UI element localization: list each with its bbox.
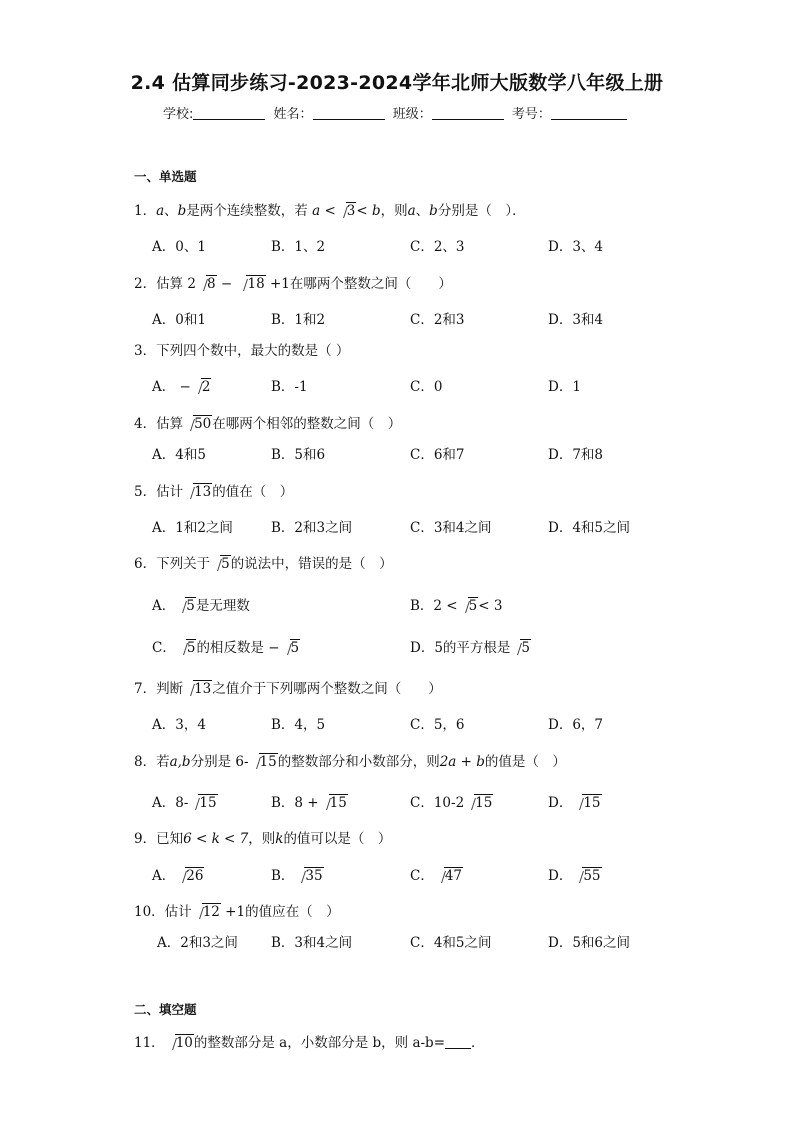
sqrt-symbol: 26: [176, 868, 204, 884]
sqrt-symbol: 5: [177, 640, 197, 656]
sqrt-symbol: 2: [192, 379, 212, 395]
q3-option-b[interactable]: B．-1: [271, 379, 308, 395]
q7-option-c[interactable]: C．5，6: [410, 717, 465, 733]
sqrt-symbol: 5: [281, 640, 301, 656]
sqrt-symbol: 3: [337, 203, 357, 219]
question-5: 5．估计 13的值在（ ）: [134, 484, 294, 500]
q1-option-d[interactable]: D．3、4: [548, 239, 604, 255]
q4-option-c[interactable]: C．6和7: [410, 447, 465, 463]
sqrt-symbol: 8: [197, 276, 217, 292]
q2-option-c[interactable]: C．2和3: [410, 312, 465, 328]
name-label: 姓名：: [273, 107, 313, 122]
q7-option-a[interactable]: A．3，4: [152, 717, 206, 733]
q10-option-a[interactable]: A．2和3之间: [157, 935, 238, 951]
school-blank[interactable]: [193, 107, 265, 120]
q8-option-b[interactable]: B．8 + 15: [271, 795, 347, 811]
q8-option-c[interactable]: C．10-2 15: [410, 795, 493, 811]
question-10: 10．估计 12 +1的值应在（ ）: [134, 904, 340, 920]
sqrt-symbol: 12: [193, 904, 221, 920]
q2-option-d[interactable]: D．3和4: [548, 312, 604, 328]
q4-option-b[interactable]: B．5和6: [271, 447, 326, 463]
sqrt-symbol: 15: [465, 795, 493, 811]
q7-option-d[interactable]: D．6，7: [548, 717, 604, 733]
q10-option-b[interactable]: B．3和4之间: [271, 935, 353, 951]
sqrt-symbol: 47: [435, 868, 463, 884]
q3-option-d[interactable]: D．1: [548, 379, 581, 395]
sqrt-symbol: 15: [250, 754, 278, 770]
section-single-choice: 一、单选题: [134, 169, 197, 184]
q4-option-a[interactable]: A．4和5: [152, 447, 206, 463]
sqrt-symbol: 13: [184, 681, 212, 697]
q9-option-c[interactable]: C． 47: [410, 868, 463, 884]
name-blank[interactable]: [313, 107, 385, 120]
q5-option-a[interactable]: A．1和2之间: [152, 520, 233, 536]
q9-option-d[interactable]: D． 55: [548, 868, 601, 884]
sqrt-symbol: 50: [184, 416, 212, 432]
q10-option-c[interactable]: C．4和5之间: [410, 935, 492, 951]
sqrt-symbol: 18: [237, 276, 265, 292]
q9-option-b[interactable]: B． 35: [271, 868, 323, 884]
q5-option-c[interactable]: C．3和4之间: [410, 520, 492, 536]
q6-option-c[interactable]: C． 5的相反数是 − 5: [152, 640, 300, 656]
section-fill-blank: 二、填空题: [134, 1002, 197, 1017]
sqrt-symbol: 5: [511, 640, 531, 656]
page-title: 2.4 估算同步练习-2023-2024学年北师大版数学八年级上册: [130, 72, 664, 94]
q4-option-d[interactable]: D．7和8: [548, 447, 604, 463]
class-label: 班级：: [392, 107, 432, 122]
q3-option-c[interactable]: C．0: [410, 379, 443, 395]
sqrt-symbol: 35: [295, 868, 323, 884]
q1-option-c[interactable]: C．2、3: [410, 239, 465, 255]
class-blank[interactable]: [432, 107, 504, 120]
q7-option-b[interactable]: B．4，5: [271, 717, 326, 733]
q6-option-d[interactable]: D．5的平方根是 5: [410, 640, 531, 656]
number-blank[interactable]: [551, 107, 627, 120]
question-6: 6．下列关于 5的说法中，错误的是（ ）: [134, 556, 393, 572]
sqrt-symbol: 15: [573, 795, 601, 811]
q9-option-a[interactable]: A． 26: [152, 868, 204, 884]
sqrt-symbol: 15: [320, 795, 348, 811]
q8-option-a[interactable]: A．8- 15: [152, 795, 217, 811]
question-4: 4．估算 50在哪两个相邻的整数之间（ ）: [134, 416, 402, 432]
question-9: 9．已知6 < k < 7，则k的值可以是（ ）: [134, 831, 392, 847]
sqrt-symbol: 15: [189, 795, 217, 811]
q2-option-b[interactable]: B．1和2: [271, 312, 326, 328]
sqrt-symbol: 55: [573, 868, 601, 884]
question-1: 1．a、b是两个连续整数，若 a < 3< b，则a、b分别是（ ）．: [134, 203, 526, 219]
q2-option-a[interactable]: A．0和1: [152, 312, 206, 328]
q1-option-a[interactable]: A．0、1: [152, 239, 206, 255]
q5-option-b[interactable]: B．2和3之间: [271, 520, 353, 536]
question-2: 2．估算 2 8 − 18 +1在哪两个整数之间（ ）: [134, 276, 452, 292]
q10-option-d[interactable]: D．5和6之间: [548, 935, 631, 951]
student-info-row: [163, 103, 631, 122]
sqrt-symbol: 5: [459, 598, 479, 614]
q11-answer-blank[interactable]: [445, 1036, 471, 1049]
question-3: 3．下列四个数中，最大的数是（ ）: [134, 343, 350, 359]
question-7: 7．判断 13之值介于下列哪两个整数之间（ ）: [134, 681, 442, 697]
question-11: 11． 10的整数部分是 a，小数部分是 b，则 a-b= ．: [134, 1035, 485, 1051]
q1-option-b[interactable]: B．1、2: [271, 239, 326, 255]
question-8: 8．若a,b分别是 6- 15的整数部分和小数部分，则2a + b的值是（ ）: [134, 754, 566, 770]
sqrt-symbol: 10: [166, 1035, 194, 1051]
number-label: 考号：: [511, 107, 551, 122]
school-label: 学校:: [163, 107, 194, 122]
q6-option-b[interactable]: B．2 < 5< 3: [410, 598, 503, 614]
sqrt-symbol: 13: [184, 484, 212, 500]
sqrt-symbol: 5: [176, 598, 196, 614]
q3-option-a[interactable]: A． − 2: [152, 379, 211, 395]
q8-option-d[interactable]: D． 15: [548, 795, 601, 811]
q5-option-d[interactable]: D．4和5之间: [548, 520, 631, 536]
q6-option-a[interactable]: A． 5是无理数: [152, 598, 250, 614]
sqrt-symbol: 5: [211, 556, 231, 572]
